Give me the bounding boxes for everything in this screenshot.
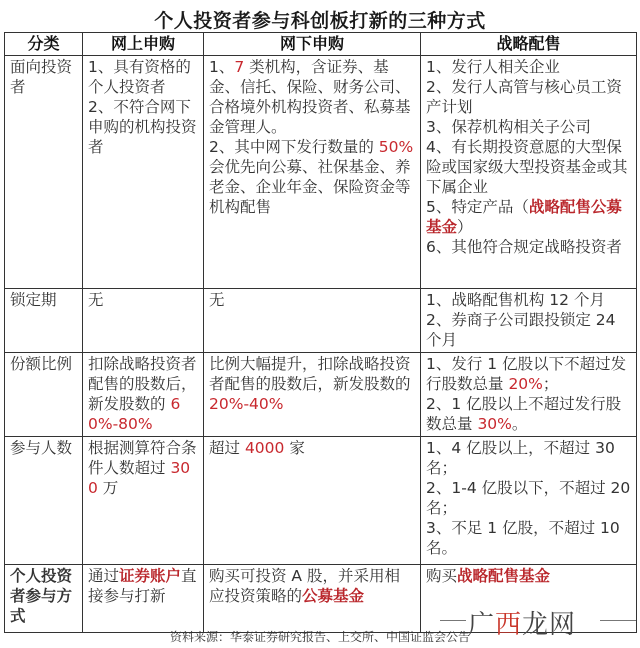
cell-strategic	[421, 437, 637, 565]
cell-strategic	[421, 353, 637, 437]
cell-line: 2、不符合网下申购的机构投资者	[88, 98, 197, 156]
cell-line: 1、发行人相关企业	[426, 58, 560, 76]
cell-strategic	[421, 56, 637, 289]
cell-offline: 购买可投资 A 股，并采用相应投资策略的公募基金	[204, 565, 421, 633]
watermark: 广西龙网	[468, 610, 577, 640]
highlight-value: 30%	[477, 415, 512, 433]
header-strategic: 战略配售	[421, 33, 637, 56]
highlight-value: 公募基金	[302, 587, 365, 605]
header-online: 网上申购	[83, 33, 204, 56]
cell-strategic: 购买战略配售基金	[421, 565, 637, 633]
row-category: 面向投资者	[5, 56, 83, 289]
cell-line: 2、发行人高管与核心员工资产计划	[426, 78, 622, 116]
cell-offline: 超过 4000 家	[204, 437, 421, 565]
table-row	[5, 56, 637, 289]
header-offline: 网下申购	[204, 33, 421, 56]
cell-online: 根据测算符合条件人数超过 300 万	[83, 437, 204, 565]
cell-line: 2、券商子公司跟投锁定 24 个月	[426, 311, 616, 349]
cell-line: 3、保荐机构相关子公司	[426, 118, 591, 136]
cell-online: 扣除战略投资者配售的股数后，新发股数的 60%-80%	[83, 353, 204, 437]
cell-online	[83, 56, 204, 289]
cell-online: 通过证券账户直接参与打新	[83, 565, 204, 633]
cell-line: 2、1 亿股以上不超过发行股数总量 30%。	[426, 395, 622, 433]
source-note: 资料来源：华泰证券研究报告、上交所、中国证监会公告	[169, 630, 470, 644]
highlight-value: 战略配售公募基金	[426, 198, 622, 236]
cell-line: 2、1-4 亿股以下，不超过 20 名；	[426, 479, 631, 517]
header-category: 分类	[5, 33, 83, 56]
cell-line: 6、其他符合规定战略投资者	[426, 238, 622, 256]
row-category: 参与人数	[5, 437, 83, 565]
cell-line: 5、特定产品（战略配售公募基金）	[426, 198, 622, 236]
table-row	[5, 289, 637, 353]
cell-line: 2、其中网下发行数量的 50%会优先向公募、社保基金、养老金、企业年金、保险资金等机构配售	[209, 138, 414, 216]
highlight-value: 50%	[378, 138, 414, 156]
cell-line: 3、不足 1 亿股，不超过 10 名。	[426, 519, 620, 557]
cell-online: 无	[83, 289, 204, 353]
highlight-value: 战略配售基金	[457, 567, 551, 585]
cell-offline: 比例大幅提升，扣除战略投资者配售的股数后，新发股数的 20%-40%	[204, 353, 421, 437]
watermark-rule-left	[440, 620, 466, 621]
table-row	[5, 353, 637, 437]
highlight-value: 证券账户	[119, 567, 182, 585]
highlight-value: 20%	[508, 375, 543, 393]
highlight-value: 7	[234, 58, 245, 76]
comparison-table	[4, 32, 637, 633]
highlight-value: 4000	[244, 439, 285, 457]
table-header-row	[5, 33, 637, 56]
cell-line: 1、战略配售机构 12 个月	[426, 291, 605, 309]
highlight-value: 300	[88, 459, 191, 497]
watermark-rule-right	[600, 620, 636, 621]
row-category: 锁定期	[5, 289, 83, 353]
table-row	[5, 437, 637, 565]
highlight-value: 20%-40%	[209, 395, 284, 413]
cell-offline: 无	[204, 289, 421, 353]
cell-strategic	[421, 289, 637, 353]
cell-line: 1、4 亿股以上，不超过 30 名；	[426, 439, 615, 477]
cell-offline	[204, 56, 421, 289]
row-category: 个人投资者参与方式	[5, 565, 83, 633]
cell-line: 1、具有资格的个人投资者	[88, 58, 191, 96]
cell-line: 1、发行 1 亿股以下不超过发行股数总量 20%；	[426, 355, 627, 393]
cell-line: 1、7 类机构，含证券、基金、信托、保险、财务公司、合格境外机构投资者、私募基金管理人。	[209, 58, 411, 136]
row-category: 份额比例	[5, 353, 83, 437]
highlight-value: 60%-80%	[88, 395, 181, 433]
page-title: 个人投资者参与科创板打新的三种方式	[154, 10, 486, 32]
cell-line: 4、有长期投资意愿的大型保险或国家级大型投资基金或其下属企业	[426, 138, 628, 196]
